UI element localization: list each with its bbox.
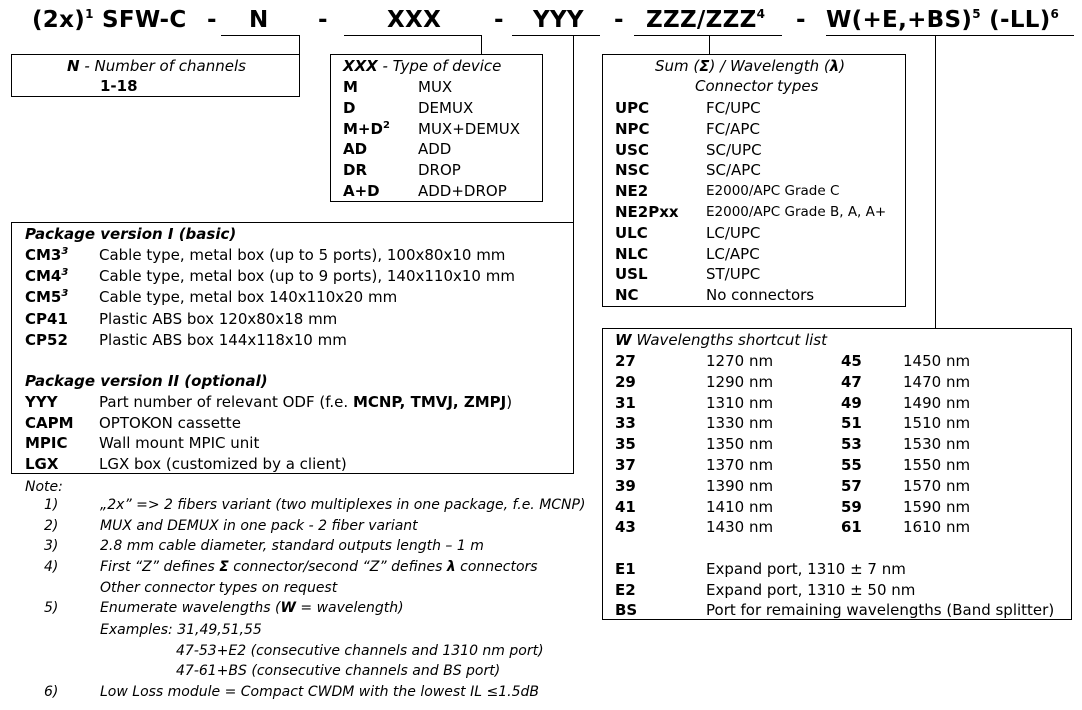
wavelength-code: 33	[615, 414, 636, 433]
note-5-num: 5)	[44, 600, 59, 616]
device-code-text: AD	[343, 140, 368, 159]
code-n: N	[249, 7, 269, 33]
wavelength-extra-desc: Expand port, 1310 ± 50 nm	[706, 580, 916, 599]
channels-box	[11, 54, 300, 97]
wavelength-nm: 1310 nm	[706, 393, 774, 412]
wavelength-code: 49	[841, 393, 862, 412]
package-desc: Wall mount MPIC unit	[99, 434, 260, 453]
prefix-2x: (2x)	[32, 7, 86, 33]
package-code-text: CM4	[25, 267, 62, 286]
note-4-line2: Other connector types on request	[100, 580, 338, 596]
wavelength-heading: W Wavelengths shortcut list	[615, 331, 828, 349]
device-code	[343, 139, 367, 160]
wavelength-nm: 1290 nm	[706, 372, 774, 391]
note-2-text: MUX and DEMUX in one pack - 2 fiber variant	[100, 518, 418, 534]
dash-1: -	[207, 7, 217, 33]
package-code-yyy: YYY	[25, 393, 58, 411]
underline-w	[826, 35, 1074, 36]
wavelength-box	[602, 328, 1072, 620]
note-1-num: 1)	[44, 497, 59, 513]
connector-code: NSC	[615, 161, 650, 180]
code-prefix	[32, 7, 187, 33]
code-xxx: XXX	[387, 7, 442, 33]
device-code	[343, 181, 380, 202]
wavelength-extra-code: E1	[615, 560, 636, 578]
connector-code: USL	[615, 265, 648, 284]
line-xxx	[481, 35, 482, 54]
note-3-text: 2.8 mm cable diameter, standard outputs length – 1 m	[100, 538, 484, 554]
package-code	[25, 330, 68, 351]
wavelength-extra-desc: Expand port, 1310 ± 7 nm	[706, 560, 906, 578]
package-desc: Cable type, metal box 140x110x20 mm	[99, 288, 398, 307]
dash-2: -	[318, 7, 328, 33]
note-5-example-2: 47-53+E2 (consecutive channels and 1310 nm port)	[176, 643, 544, 659]
note-6-text: Low Loss module = Compact CWDM with the lowest IL ≤1.5dB	[100, 684, 539, 700]
line-zzz	[709, 35, 710, 55]
package-desc: OPTOKON cassette	[99, 413, 241, 432]
wavelength-code: 47	[841, 372, 862, 391]
wavelength-code: 57	[841, 476, 862, 495]
wavelength-code: 27	[615, 352, 636, 370]
wavelength-code: 45	[841, 352, 862, 370]
package-code-text: CM3	[25, 246, 62, 264]
package-desc: Plastic ABS box 120x80x18 mm	[99, 309, 338, 328]
device-desc: MUX+DEMUX	[418, 119, 520, 138]
package-heading-1: Package version I (basic)	[25, 225, 237, 243]
note-4-num: 4)	[44, 559, 59, 575]
wavelength-nm: 1570 nm	[903, 476, 971, 495]
connector-desc: ST/UPC	[706, 265, 761, 284]
connector-desc: LC/UPC	[706, 223, 761, 242]
underline-n	[221, 35, 300, 36]
package-code-footnote: 3	[61, 267, 69, 279]
device-desc: DEMUX	[418, 98, 474, 117]
wavelength-code: 51	[841, 414, 862, 433]
connector-code: ULC	[615, 223, 648, 242]
connector-desc: E2000/APC Grade C	[706, 183, 840, 200]
package-desc: Plastic ABS box 144x118x10 mm	[99, 330, 347, 349]
channels-heading: N - Number of channels	[67, 57, 246, 75]
wavelength-code: 55	[841, 456, 862, 474]
connector-desc: FC/UPC	[706, 99, 761, 117]
package-code	[25, 309, 68, 330]
connector-desc: LC/APC	[706, 244, 760, 263]
device-type-box	[330, 54, 543, 202]
dash-5: -	[796, 7, 806, 33]
device-code-text: DR	[343, 161, 368, 180]
connector-code: USC	[615, 140, 649, 159]
wavelength-nm: 1410 nm	[706, 497, 774, 516]
zzz-footnote: 4	[756, 7, 766, 21]
connector-desc: E2000/APC Grade B, A, A+	[706, 204, 887, 220]
w-footnote: 5	[972, 7, 981, 21]
package-code: LGX	[25, 454, 59, 473]
device-code-text: M	[343, 78, 358, 96]
connector-desc: No connectors	[706, 286, 815, 305]
underline-zzz	[634, 35, 782, 36]
package-code-text: CP41	[25, 309, 68, 328]
device-desc: ADD+DROP	[418, 182, 507, 200]
zzz-text: ZZZ/ZZZ	[646, 7, 757, 33]
device-code	[343, 77, 358, 98]
device-desc: ADD	[418, 140, 452, 159]
connector-desc: SC/UPC	[706, 140, 762, 159]
product-code: SFW-C	[102, 7, 187, 33]
package-desc: Cable type, metal box (up to 9 ports), 140x110x10 mm	[99, 267, 515, 286]
device-code-text: A+D	[343, 182, 380, 200]
wavelength-extra-code: E2	[615, 580, 636, 599]
package-code: CAPM	[25, 413, 74, 432]
connector-types-box	[602, 54, 906, 307]
note-1-text: „2x” => 2 fibers variant (two multiplexes in one package, f.e. MCNP)	[100, 497, 586, 513]
w-text: W(+E,+BS)	[826, 7, 973, 33]
notes-heading: Note:	[25, 479, 63, 495]
note-6-num: 6)	[44, 684, 59, 700]
dash-3: -	[494, 7, 504, 33]
code-zzz	[646, 7, 765, 33]
connector-code: NPC	[615, 119, 650, 138]
wavelength-nm: 1470 nm	[903, 372, 971, 391]
wavelength-nm: 1390 nm	[706, 476, 774, 495]
wavelength-nm: 1550 nm	[903, 456, 971, 474]
code-yyy: YYY	[533, 7, 584, 33]
wavelength-nm: 1270 nm	[706, 352, 774, 370]
note-3-num: 3)	[44, 538, 59, 554]
connector-code: NC	[615, 286, 639, 305]
wavelength-code: 29	[615, 372, 636, 391]
note-4-text: First “Z” defines Σ connector/second “Z” defines λ connectors	[100, 559, 538, 575]
connector-desc: FC/APC	[706, 119, 760, 138]
connector-heading-line2: Connector types	[695, 77, 819, 95]
wavelength-code: 31	[615, 393, 636, 412]
device-code	[343, 98, 355, 119]
wavelength-code: 61	[841, 518, 862, 537]
wavelength-code: 37	[615, 456, 636, 474]
device-heading: XXX - Type of device	[343, 57, 502, 75]
device-desc: DROP	[418, 161, 461, 180]
wavelength-nm: 1530 nm	[903, 435, 971, 454]
connector-code: UPC	[615, 99, 650, 117]
connector-code: NE2Pxx	[615, 203, 679, 221]
connector-code: NLC	[615, 244, 649, 263]
package-code-text: CM5	[25, 288, 62, 307]
ll-footnote: 6	[1050, 7, 1060, 21]
underline-yyy	[512, 35, 600, 36]
connector-code: NE2	[615, 182, 649, 201]
wavelength-code: 43	[615, 518, 636, 537]
dash-4: -	[614, 7, 624, 33]
line-n	[299, 35, 300, 54]
wavelength-nm: 1490 nm	[903, 393, 971, 412]
package-code-text: CP52	[25, 330, 68, 349]
wavelength-extra-code: BS	[615, 601, 638, 620]
line-yyy	[573, 35, 574, 223]
package-code-footnote: 3	[61, 288, 69, 300]
package-box	[11, 222, 574, 474]
wavelength-code: 39	[615, 476, 636, 495]
wavelength-nm: 1590 nm	[903, 497, 971, 516]
package-code-footnote: 3	[61, 246, 69, 257]
wavelength-nm: 1330 nm	[706, 414, 774, 433]
line-w	[935, 35, 936, 328]
note-5-example-3: 47-61+BS (consecutive channels and BS port)	[176, 663, 501, 679]
package-heading-2: Package version II (optional)	[25, 372, 268, 390]
package-code: MPIC	[25, 434, 68, 453]
wavelength-nm: 1350 nm	[706, 435, 774, 454]
code-w	[826, 7, 1059, 33]
wavelength-nm: 1610 nm	[903, 518, 971, 537]
wavelength-code: 41	[615, 497, 636, 516]
device-code-text: D	[343, 98, 356, 117]
package-desc-yyy: Part number of relevant ODF (f.e. MCNP, TMVJ, ZMPJ)	[99, 393, 513, 411]
device-code-footnote: 2	[382, 119, 390, 131]
wavelength-code: 59	[841, 497, 862, 516]
connector-heading-line1: Sum (Σ) / Wavelength (λ)	[655, 57, 846, 75]
wavelength-code: 53	[841, 435, 862, 454]
wavelength-extra-desc: Port for remaining wavelengths (Band splitter)	[706, 601, 1055, 620]
ll-text: (-LL)	[989, 7, 1051, 33]
package-desc: LGX box (customized by a client)	[99, 454, 347, 473]
wavelength-nm: 1510 nm	[903, 414, 971, 433]
package-desc: Cable type, metal box (up to 5 ports), 100x80x10 mm	[99, 246, 506, 264]
prefix-footnote: 1	[85, 7, 94, 21]
channels-value: 1-18	[100, 77, 138, 95]
underline-xxx	[344, 35, 482, 36]
wavelength-nm: 1430 nm	[706, 518, 774, 537]
device-code-text: M+D	[343, 119, 383, 138]
wavelength-code: 35	[615, 435, 636, 454]
device-desc: MUX	[418, 78, 453, 96]
connector-desc: SC/APC	[706, 161, 761, 180]
note-5-text: Enumerate wavelengths (W = wavelength)	[100, 600, 404, 616]
note-5-examples: Examples: 31,49,51,55	[100, 622, 262, 638]
wavelength-nm: 1370 nm	[706, 456, 774, 474]
note-2-num: 2)	[44, 518, 59, 534]
device-code	[343, 160, 367, 181]
wavelength-nm: 1450 nm	[903, 352, 971, 370]
